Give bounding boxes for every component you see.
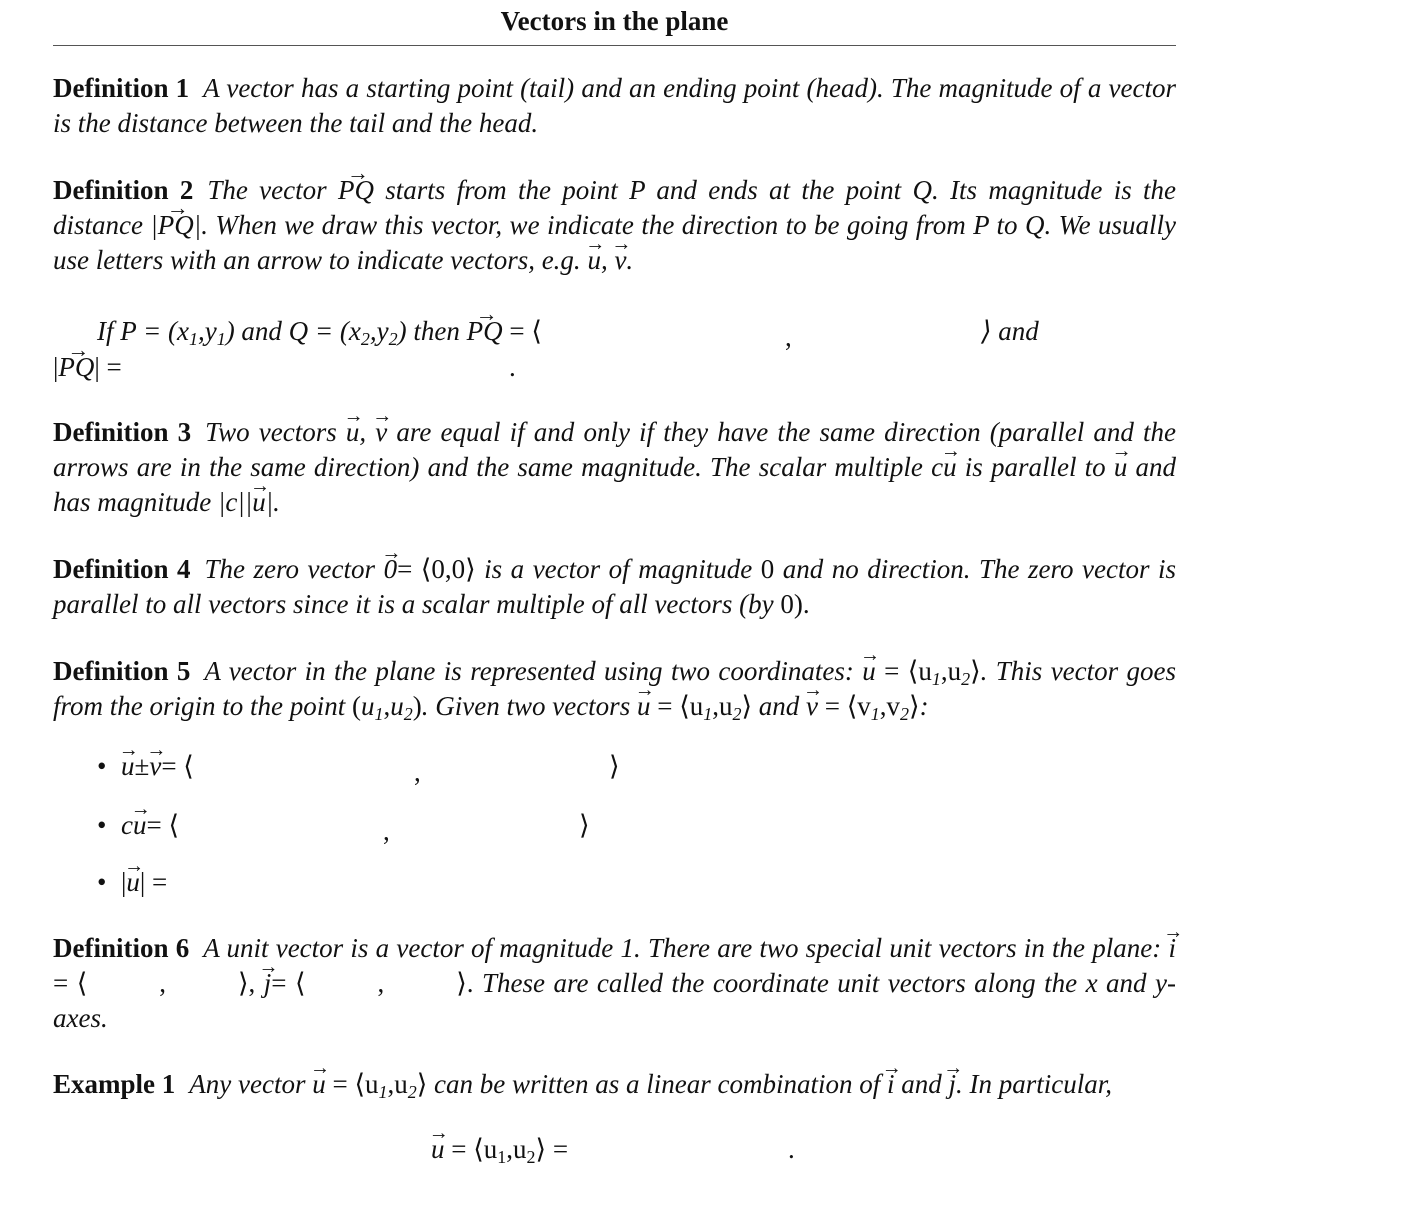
- definition-6: [53, 931, 1176, 1036]
- vector-u: → u: [637, 689, 651, 724]
- example-period: .: [788, 1134, 795, 1164]
- def2-text-c: |. When we draw this vector, we indicate the direction to be going from P to Q. We usually use letters with an arrow to indicate vectors, e.g.: [53, 210, 1176, 275]
- bullet-eq: = ⟨: [146, 810, 179, 840]
- ex1-text-a: Any vector: [189, 1069, 306, 1099]
- subscript: 1: [870, 704, 880, 724]
- vector-u: → u: [126, 865, 140, 900]
- subscript: 2: [407, 1082, 417, 1102]
- vector-u: → u: [312, 1067, 326, 1102]
- definition-label: Definition 3: [53, 417, 192, 447]
- def5-text-c: Given two vectors: [435, 691, 631, 721]
- definition-text: A vector has a starting point (tail) and an ending point (head). The magnitude of a vector is the distance between the tail and the head.: [53, 73, 1176, 138]
- coord-sep: ,u: [940, 656, 962, 686]
- coord-close: ⟩: [416, 1069, 428, 1099]
- bullet-comma: ,: [383, 816, 390, 846]
- abs-close: | =: [139, 867, 168, 897]
- def5-text-d: and: [758, 691, 800, 721]
- definition-label: Definition 4: [53, 554, 191, 584]
- coord-open: ⟨u: [354, 1069, 379, 1099]
- vector-u: → u: [587, 243, 601, 278]
- subscript: 2: [360, 329, 370, 349]
- def2-text-b: starts from the point P and ends at the point Q. Its magnitude is the distance |: [53, 175, 1177, 240]
- subscript: 1: [216, 329, 226, 349]
- bullet-close: ⟩: [609, 751, 620, 781]
- coord-open: ⟨u: [907, 656, 932, 686]
- subscript: 1: [497, 1147, 507, 1167]
- def4-text-e: and no direction. The zero vector is parallel to all vectors since it is a scalar multiple of all vectors (by: [53, 554, 1177, 619]
- def5-text-a: A vector in the plane is represented using two coordinates:: [204, 656, 854, 686]
- bullet-comma: ,: [414, 757, 421, 787]
- coord-close: ⟩: [970, 656, 981, 686]
- coord-sep: ,v: [879, 691, 901, 721]
- coord-sep: ,u: [387, 1069, 408, 1099]
- subscript: 1: [931, 669, 941, 689]
- unit-close: ⟩,: [237, 968, 256, 998]
- vector-j: → j: [264, 966, 272, 1001]
- subscript: 2: [526, 1147, 536, 1167]
- vector-u: → u: [431, 1132, 445, 1167]
- vector-v: → v: [149, 749, 161, 784]
- vector-u: → u: [252, 485, 266, 520]
- vector-u: → u: [133, 808, 147, 843]
- coord-open: ⟨u: [679, 691, 704, 721]
- equals-sign: =: [332, 1069, 348, 1099]
- formula-part: = ⟨: [509, 316, 542, 346]
- abs-open: |: [53, 352, 59, 382]
- equals-sign: =: [884, 656, 900, 686]
- bullet-dot-icon: •: [97, 810, 107, 840]
- def3-text-e: |.: [265, 487, 280, 517]
- vector-u: → u: [862, 654, 876, 689]
- def4-text-a: The zero vector: [204, 554, 376, 584]
- scalar-c: c: [121, 810, 133, 840]
- def4-text-f: 0).: [780, 589, 810, 619]
- subscript: 2: [900, 704, 910, 724]
- formula-part: ) and Q = (x: [225, 316, 361, 346]
- unit-close: ⟩.: [456, 968, 474, 998]
- vector-u: → u: [943, 450, 957, 485]
- coord-close: ⟩: [909, 691, 920, 721]
- unit-eq: = ⟨: [271, 968, 306, 998]
- vector-u: → u: [121, 749, 135, 784]
- def3-text-d: and has magnitude |c||: [53, 452, 1177, 517]
- vector-v: → v: [614, 243, 626, 278]
- def2-text-d: .: [626, 245, 634, 275]
- def4-text-b: = ⟨0,0⟩: [397, 554, 476, 584]
- title-rule: [53, 45, 1176, 46]
- bullet-sum: [97, 749, 194, 784]
- formula-part: ,y: [197, 316, 217, 346]
- unit-comma: ,: [377, 968, 385, 998]
- subscript: 1: [374, 704, 384, 724]
- vector-i: → i: [887, 1067, 895, 1102]
- definition-label: Definition 5: [53, 656, 191, 686]
- unit-comma: ,: [159, 968, 166, 998]
- def5-text-b: This vector goes from the origin to the point: [53, 656, 1177, 721]
- formula-part: If P = (x: [97, 316, 189, 346]
- bullet-magnitude: [97, 865, 167, 900]
- equals-sign: =: [824, 691, 840, 721]
- vector-pq: → PQ: [58, 350, 94, 385]
- def3-text-a: Two vectors: [205, 417, 337, 447]
- zero-vector: → 0: [384, 552, 398, 587]
- definition-1: [53, 71, 1176, 141]
- def3-text-b: are equal if and only if they have the same direction (parallel and the arrows are in the same direction) and the same magnitude. The scalar multiple: [53, 417, 1176, 482]
- vector-v: → v: [375, 415, 387, 450]
- vector-v: → v: [806, 689, 818, 724]
- coord-close: ⟩: [741, 691, 753, 721]
- pq-magnitude-line: [53, 350, 122, 385]
- abs-close: | =: [94, 352, 122, 382]
- abs-open: |: [121, 867, 127, 897]
- def4-text-c: is a vector of magnitude: [484, 554, 753, 584]
- vector-j: → j: [949, 1067, 957, 1102]
- formula-part: ,y: [369, 316, 389, 346]
- coord-open: ⟨v: [846, 691, 871, 721]
- subscript: 2: [388, 329, 398, 349]
- equals-sign: =: [552, 1134, 569, 1164]
- vector-u: → u: [346, 415, 360, 450]
- bullet-eq: = ⟨: [161, 751, 194, 781]
- definition-2: Definition 2 The vector → PQ starts from the point P and ends at the point Q. Its magnitude is the distance |→ PQ|. When we draw this vector, we indicate the direction to be going from P to Q. We usually use letters with an arrow to indicate vectors, e.g. → u, → v.: [53, 173, 1176, 278]
- definition-label: Definition 1: [53, 73, 190, 103]
- ex1-text-c: and: [901, 1069, 942, 1099]
- vector-u: → u: [1114, 450, 1128, 485]
- definition-label: Definition 6: [53, 933, 190, 963]
- def5-text-e: :: [919, 691, 929, 721]
- ex1-text-d: In particular,: [969, 1069, 1113, 1099]
- formula-part: ) then: [397, 316, 460, 346]
- bullet-scalar: [97, 808, 179, 843]
- def4-text-d: 0: [760, 554, 775, 584]
- paren: ): [412, 691, 422, 721]
- equals-sign: =: [657, 691, 673, 721]
- coord-sep: ,u: [506, 1134, 527, 1164]
- plus-minus: ±: [134, 751, 150, 781]
- pq-formula-line: [97, 314, 542, 349]
- def3-text-c: is parallel to: [964, 452, 1106, 482]
- definition-3: Definition 3 Two vectors → u, → v are equal if and only if they have the same direction (parallel and the arrows are in the same direction) and the same magnitude. The scalar multiple c→ u is parallel to → u and has magnitude |c||→ u|.: [53, 415, 1176, 520]
- vector-i: → i: [1168, 931, 1176, 966]
- unit-eq: = ⟨: [53, 968, 88, 998]
- vector-pq: → PQ: [158, 208, 194, 243]
- paren: (: [352, 691, 361, 721]
- formula-comma: ,: [785, 322, 792, 352]
- subscript: 2: [732, 704, 742, 724]
- example-equation: [431, 1132, 568, 1167]
- bullet-dot-icon: •: [97, 751, 107, 781]
- definition-5: Definition 5 A vector in the plane is represented using two coordinates: → $u = ⟨u_1,u_2⟩$. This vector goes from the origin to the point $(u_1,u_2)$. Given two vectors → $u = ⟨u_1,u_2⟩$ and → $v = ⟨v_1,v_2⟩$:: [53, 654, 1176, 724]
- definition-label: Definition 2: [53, 175, 194, 205]
- coord-open: ⟨u: [473, 1134, 498, 1164]
- bullet-close: ⟩: [579, 810, 590, 840]
- vector-pq: → PQ: [467, 314, 503, 349]
- subscript: 2: [403, 704, 413, 724]
- def2-text-a: The vector: [207, 175, 327, 205]
- subscript: 2: [961, 669, 971, 689]
- formula-close: ⟩ and: [981, 316, 1039, 346]
- coord-close: ⟩: [535, 1134, 547, 1164]
- subscript: 1: [378, 1082, 388, 1102]
- example-label: Example 1: [53, 1069, 176, 1099]
- def6-text-b: These are called the coordinate unit vectors along the x and y-axes.: [53, 968, 1176, 1033]
- subscript: 1: [703, 704, 713, 724]
- ex1-text-b: can be written as a linear combination of: [434, 1069, 881, 1099]
- definition-4: [53, 552, 1176, 622]
- def6-text-a: A unit vector is a vector of magnitude 1. There are two special unit vectors in the plane:: [203, 933, 1162, 963]
- example-1: Example 1 Any vector → $u = ⟨u_1,u_2⟩$ can be written as a linear combination of → i and → j. In particular,: [53, 1067, 1176, 1102]
- document-page: [53, 0, 1177, 1167]
- coord-sep: ,u: [712, 691, 733, 721]
- bullet-dot-icon: •: [97, 867, 107, 897]
- formula-period: .: [509, 352, 516, 382]
- subscript: 1: [188, 329, 198, 349]
- page-title: Vectors in the plane: [500, 6, 729, 36]
- equals-sign: =: [451, 1134, 467, 1164]
- vector-pq: → PQ: [338, 173, 374, 208]
